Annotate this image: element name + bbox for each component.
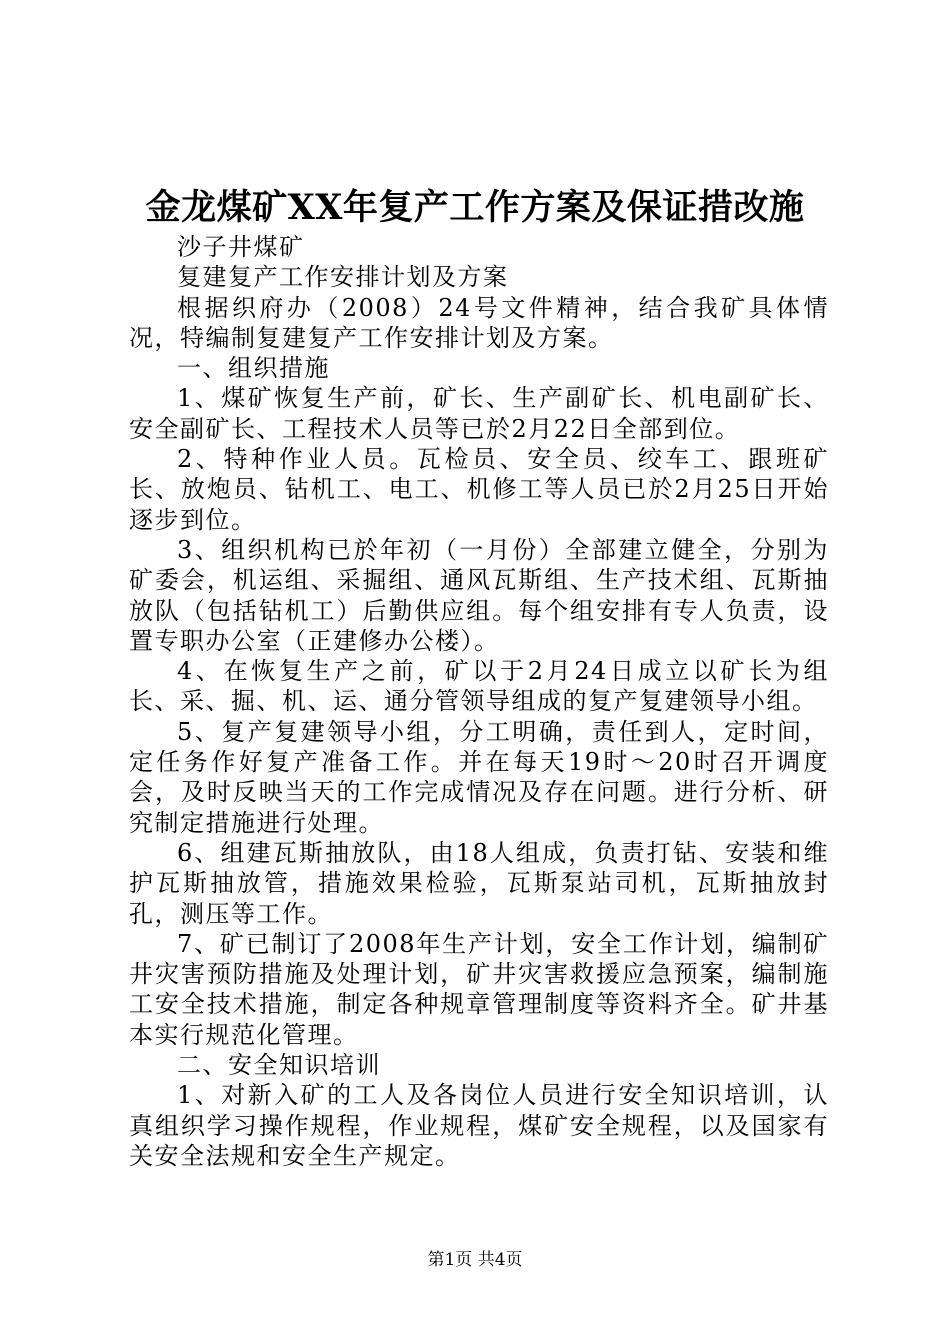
paragraph-item-7: 7、矿已制订了2008年生产计划，安全工作计划，编制矿井灾害预防措施及处理计划，矿井灾害救援应急预案，编制施工安全技术措施，制定各种规章管理制度等资料齐全。矿井基本实行规范化管理。 — [129, 929, 829, 1049]
paragraph-item-1: 1、煤矿恢复生产前，矿长、生产副矿长、机电副矿长、安全副矿长、工程技术人员等已於2月22日全部到位。 — [129, 384, 829, 443]
section-heading-training: 二、安全知识培训 — [177, 1051, 381, 1080]
paragraph-item-4: 4、在恢复生产之前，矿以于2月24日成立以矿长为组长、采、掘、机、运、通分管领导组成的复产复建领导小组。 — [129, 657, 829, 716]
document-body — [129, 232, 829, 1171]
page-footer: 第1页 共4页 — [427, 1250, 523, 1270]
section-heading-organization: 一、组织措施 — [177, 354, 330, 383]
paragraph-intro: 根据织府办（2008）24号文件精神，结合我矿具体情况，特编制复建复产工作安排计划及方案。 — [129, 293, 829, 352]
paragraph-item-3: 3、组织机构已於年初（一月份）全部建立健全，分别为矿委会，机运组、采掘组、通风瓦斯组、生产技术组、瓦斯抽放队（包括钻机工）后勤供应组。每个组安排有专人负责，设置专职办公室（正建修办公楼）。 — [129, 535, 829, 655]
paragraph-training-item-1: 1、对新入矿的工人及各岗位人员进行安全知识培训，认真组织学习操作规程，作业规程，煤矿安全规程，以及国家有关安全法规和安全生产规定。 — [129, 1081, 829, 1170]
paragraph-plan-name: 复建复产工作安排计划及方案 — [177, 263, 509, 292]
paragraph-mine-name: 沙子井煤矿 — [177, 233, 305, 261]
document-title: 金龙煤矿XX年复产工作方案及保证措改施 — [145, 187, 805, 228]
paragraph-item-2: 2、特种作业人员。瓦检员、安全员、绞车工、跟班矿长、放炮员、钻机工、电工、机修工等人员已於2月25日开始逐步到位。 — [129, 445, 829, 534]
paragraph-item-5: 5、复产复建领导小组，分工明确，责任到人，定时间，定任务作好复产准备工作。并在每天19时～20时召开调度会，及时反映当天的工作完成情况及存在问题。进行分析、研究制定措施进行处理。 — [129, 717, 829, 837]
paragraph-item-6: 6、组建瓦斯抽放队，由18人组成，负责打钻、安装和维护瓦斯抽放管，措施效果检验，瓦斯泵站司机，瓦斯抽放封孔，测压等工作。 — [129, 838, 829, 928]
